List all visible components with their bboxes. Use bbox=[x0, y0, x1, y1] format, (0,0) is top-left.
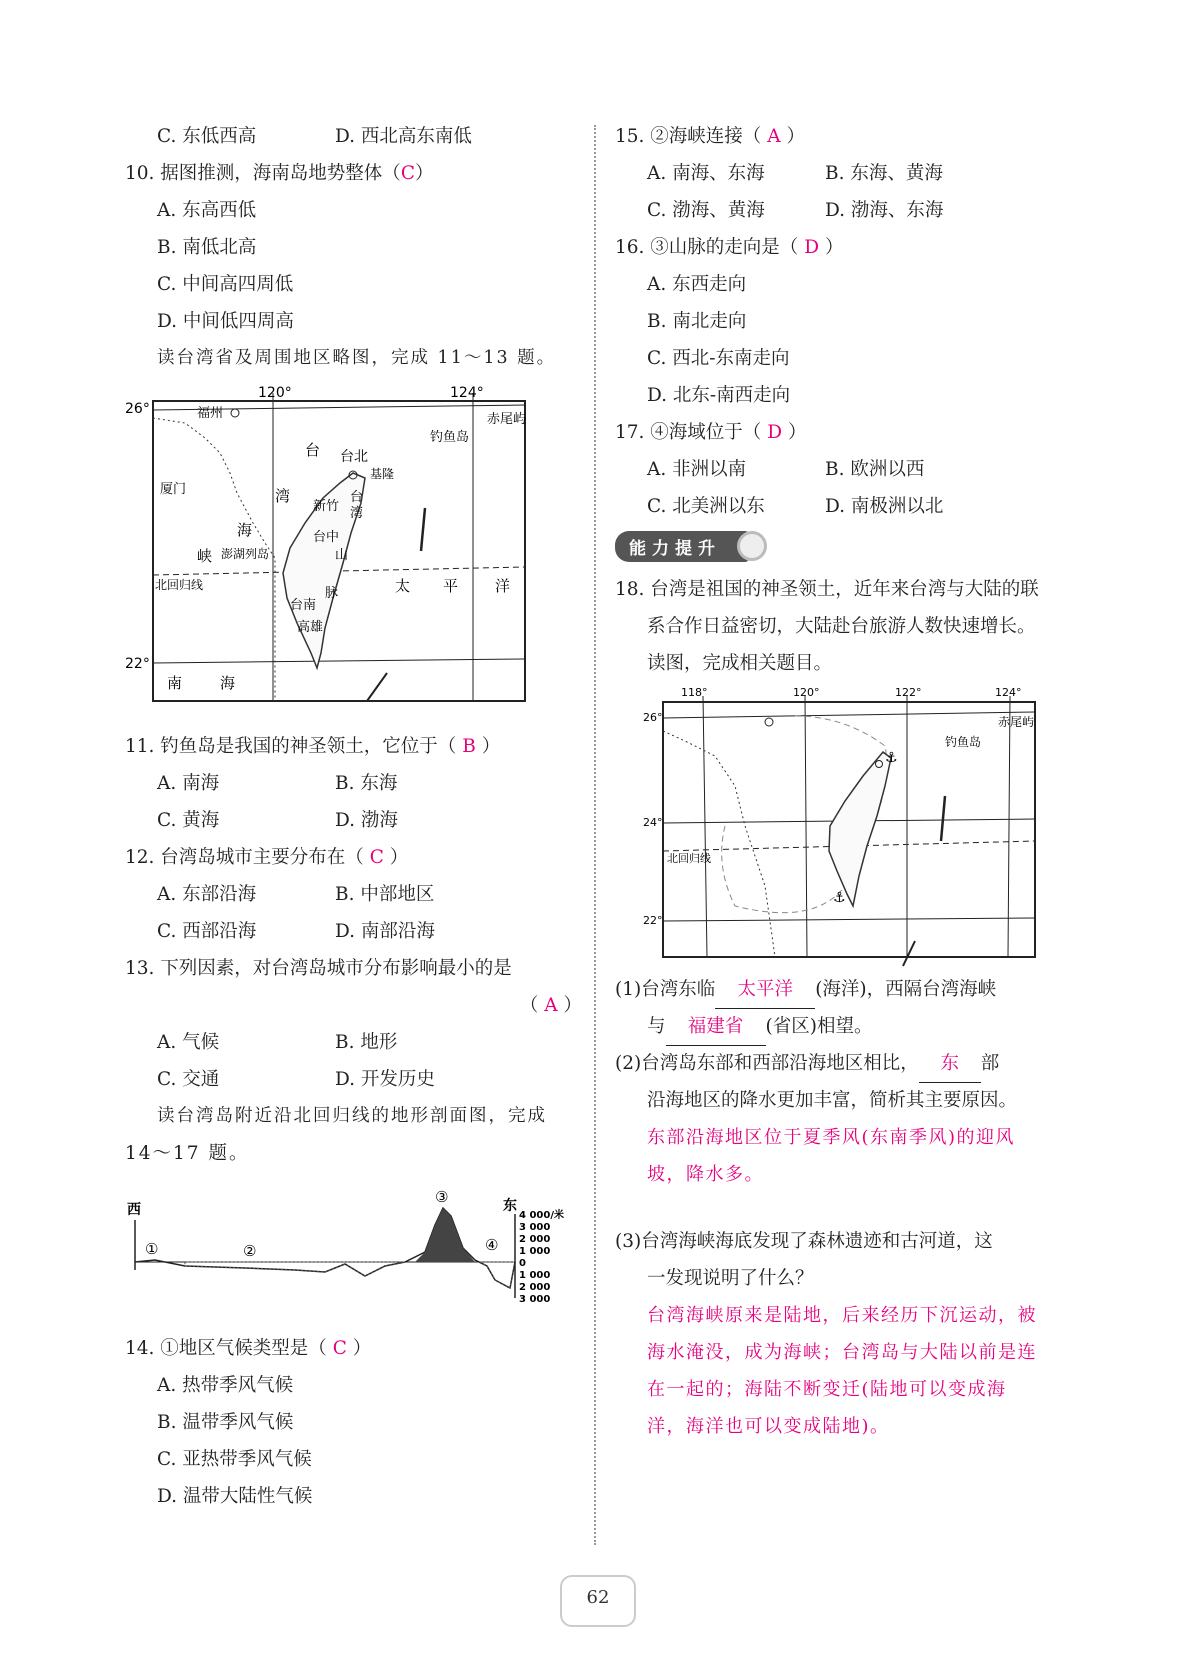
pacific-char: 太 bbox=[395, 577, 411, 595]
place-penghu: 澎湖列岛 bbox=[221, 547, 270, 561]
place-diaoyu: 钓鱼岛 bbox=[945, 735, 982, 749]
lon-label: 124° bbox=[450, 385, 484, 401]
terrain-profile-svg bbox=[125, 1180, 590, 1330]
mountain-char: 台 bbox=[350, 490, 364, 505]
q17-options: C. 北美洲以东 D. 南极洲以北 bbox=[647, 496, 944, 517]
lon-label: 120° bbox=[258, 385, 292, 401]
place-diaoyu: 钓鱼岛 bbox=[430, 430, 470, 445]
place-tainan: 台南 bbox=[290, 598, 317, 613]
intro-text: 读台湾省及周围地区略图，完成 11～13 题。 bbox=[157, 348, 557, 368]
lon-label: 124° bbox=[995, 686, 1022, 699]
q14-stem: 14. ①地区气候类型是（ C ） bbox=[125, 1338, 372, 1359]
place-taizhong: 台中 bbox=[313, 530, 340, 545]
section-heading: 能力提升 bbox=[615, 531, 749, 562]
sub2-answer: 坡，降水多。 bbox=[647, 1164, 764, 1185]
sub3-answer: 洋，海洋也可以变成陆地)。 bbox=[647, 1416, 890, 1437]
scale-tick: 1 000 bbox=[519, 1270, 551, 1281]
q13-options: A. 气候 B. 地形 bbox=[157, 1032, 398, 1053]
lon-label: 118° bbox=[681, 686, 708, 699]
right-column bbox=[615, 118, 1070, 1445]
q9-options bbox=[125, 118, 590, 155]
anchor-icon: ⚓ bbox=[885, 750, 898, 766]
place-gaoxiong: 高雄 bbox=[297, 620, 324, 635]
nanhai-char: 海 bbox=[220, 674, 236, 692]
lon-label: 122° bbox=[895, 686, 922, 699]
marker: ④ bbox=[485, 1236, 499, 1254]
sub3-answer: 海水淹没，成为海峡；台湾岛与大陆以前是连 bbox=[647, 1342, 1037, 1363]
answer-blank: 东 bbox=[919, 1045, 981, 1083]
answer: D bbox=[804, 237, 820, 258]
east-label: 东 bbox=[503, 1198, 517, 1214]
q12-options: A. 东部沿海 B. 中部地区 bbox=[157, 884, 435, 905]
sub2-line2: 沿海地区的降水更加丰富，简析其主要原因。 bbox=[647, 1090, 1018, 1111]
scale-tick: 0 bbox=[519, 1258, 526, 1269]
option: C. 亚热带季风气候 bbox=[157, 1449, 312, 1470]
lat-label: 26° bbox=[125, 401, 150, 417]
lat-label: 24° bbox=[643, 816, 663, 829]
intro-text: 读台湾岛附近沿北回归线的地形剖面图，完成 bbox=[157, 1106, 547, 1126]
q15-options: C. 渤海、黄海 D. 渤海、东海 bbox=[647, 200, 944, 221]
sub1-line2: 与 福建省 (省区)相望。 bbox=[615, 1008, 1070, 1045]
taiwan-map-svg bbox=[125, 383, 590, 728]
strait-char: 海 bbox=[237, 521, 253, 539]
option: C. 东低西高 bbox=[157, 126, 257, 147]
scale-tick: 2 000 bbox=[519, 1234, 551, 1245]
option: B. 南低北高 bbox=[157, 237, 257, 258]
answer: D bbox=[767, 422, 783, 443]
option: C. 西北-东南走向 bbox=[647, 348, 790, 369]
answer: A bbox=[767, 126, 781, 147]
mountain-char: 山 bbox=[335, 548, 349, 563]
lat-label: 22° bbox=[125, 656, 150, 672]
scale-tick: 3 000 bbox=[519, 1294, 551, 1305]
place-jilong: 基隆 bbox=[370, 467, 395, 481]
option: B. 南北走向 bbox=[647, 311, 747, 332]
option: D. 西北高东南低 bbox=[335, 126, 472, 147]
strait-char: 峡 bbox=[197, 547, 213, 565]
pacific-char: 洋 bbox=[495, 577, 511, 595]
marker: ③ bbox=[435, 1188, 449, 1206]
anchor-icon: ⚓ bbox=[833, 890, 846, 906]
terrain-profile bbox=[125, 1180, 590, 1330]
option: B. 温带季风气候 bbox=[157, 1412, 294, 1433]
tropic-label: 北回归线 bbox=[155, 578, 204, 592]
taiwan-map bbox=[125, 383, 590, 728]
strait-char: 台 bbox=[305, 441, 321, 459]
q13-stem: 13. 下列因素，对台湾岛城市分布影响最小的是 bbox=[125, 958, 512, 979]
answer: C bbox=[332, 1338, 347, 1359]
left-column bbox=[125, 118, 590, 1515]
q13-answer-line: （ A ） bbox=[519, 995, 582, 1016]
marker: ② bbox=[243, 1242, 257, 1260]
marker: ① bbox=[145, 1240, 159, 1258]
scale-tick: 3 000 bbox=[519, 1222, 551, 1233]
intro-text-2: 14～17 题。 bbox=[125, 1143, 250, 1164]
sub1-line1: (1)台湾东临 太平洋 (海洋)，西隔台湾海峡 bbox=[615, 971, 1070, 1008]
place-chiwei: 赤尾屿 bbox=[998, 715, 1035, 729]
pacific-char: 平 bbox=[443, 577, 459, 595]
answer: C bbox=[369, 847, 384, 868]
option: A. 东西走向 bbox=[647, 274, 747, 295]
option: D. 温带大陆性气候 bbox=[157, 1486, 313, 1507]
place-chiwei: 赤尾屿 bbox=[487, 412, 527, 427]
q11-stem: 11. 钓鱼岛是我国的神圣领土，它位于（ B ） bbox=[125, 736, 501, 757]
q11-options: C. 黄海 D. 渤海 bbox=[157, 810, 398, 831]
q17-stem: 17. ④海域位于（ D ） bbox=[615, 422, 807, 443]
tropic-label: 北回归线 bbox=[667, 852, 711, 865]
place-fuzhou: 福州 bbox=[197, 406, 224, 421]
sub3-line1: (3)台湾海峡海底发现了森林遗迹和古河道，这 bbox=[615, 1231, 993, 1252]
scale-tick: 1 000 bbox=[519, 1246, 551, 1257]
answer: A bbox=[544, 995, 558, 1016]
place-xinzhu: 新竹 bbox=[313, 499, 340, 514]
answer-blank: 太平洋 bbox=[715, 971, 815, 1009]
q10-stem: 10. 据图推测，海南岛地势整体（C） bbox=[125, 163, 434, 184]
answer: B bbox=[462, 736, 476, 757]
option: A. 东高西低 bbox=[157, 200, 257, 221]
q11-options: A. 南海 B. 东海 bbox=[157, 773, 398, 794]
mountain-char: 脉 bbox=[325, 586, 339, 601]
lon-label: 120° bbox=[793, 686, 820, 699]
q16-stem: 16. ③山脉的走向是（ D ） bbox=[615, 237, 844, 258]
magnifier-icon bbox=[737, 531, 767, 561]
option: A. 热带季风气候 bbox=[157, 1375, 294, 1396]
answer-blank: 福建省 bbox=[666, 1008, 766, 1046]
q17-options: A. 非洲以南 B. 欧洲以西 bbox=[647, 459, 925, 480]
option: D. 中间低四周高 bbox=[157, 311, 294, 332]
west-label: 西 bbox=[127, 1202, 141, 1218]
option: C. 中间高四周低 bbox=[157, 274, 294, 295]
mountain-char: 湾 bbox=[350, 506, 364, 521]
q18-line: 系合作日益密切，大陆赴台旅游人数快速增长。 bbox=[647, 616, 1036, 637]
q18-line: 18. 台湾是祖国的神圣领土，近年来台湾与大陆的联 bbox=[615, 579, 1039, 600]
q12-stem: 12. 台湾岛城市主要分布在（ C ） bbox=[125, 847, 409, 868]
lat-label: 22° bbox=[643, 914, 663, 927]
q12-options: C. 西部沿海 D. 南部沿海 bbox=[157, 921, 435, 942]
section-heading-wrap bbox=[615, 525, 1070, 571]
sub3-answer: 在一起的；海陆不断变迁(陆地可以变成海 bbox=[647, 1379, 1007, 1400]
place-taibei: 台北 bbox=[340, 449, 368, 465]
lat-label: 26° bbox=[643, 711, 663, 724]
answer: C bbox=[400, 163, 415, 184]
nanhai-char: 南 bbox=[167, 674, 183, 692]
scale-tick: 4 000/米 bbox=[519, 1210, 564, 1221]
sub2-answer: 东部沿海地区位于夏季风(东南季风)的迎风 bbox=[647, 1127, 1016, 1148]
page-number: 62 bbox=[560, 1575, 636, 1627]
taiwan-map-2 bbox=[615, 686, 1070, 971]
taiwan-map-2-svg bbox=[615, 686, 1070, 971]
place-xiamen: 厦门 bbox=[160, 482, 187, 497]
scale-tick: 2 000 bbox=[519, 1282, 551, 1293]
sub3-line2: 一发现说明了什么？ bbox=[647, 1268, 814, 1289]
q13-options: C. 交通 D. 开发历史 bbox=[157, 1069, 435, 1090]
option: D. 北东-南西走向 bbox=[647, 385, 791, 406]
q18-line: 读图，完成相关题目。 bbox=[647, 653, 833, 674]
sub2-line1: (2)台湾岛东部和西部沿海地区相比， 东 部 bbox=[615, 1045, 1070, 1082]
sub3-answer: 台湾海峡原来是陆地，后来经历下沉运动，被 bbox=[647, 1305, 1037, 1326]
column-divider bbox=[594, 125, 596, 1545]
q15-options: A. 南海、东海 B. 东海、黄海 bbox=[647, 163, 943, 184]
strait-char: 湾 bbox=[275, 487, 291, 505]
q15-stem: 15. ②海峡连接（ A ） bbox=[615, 126, 805, 147]
